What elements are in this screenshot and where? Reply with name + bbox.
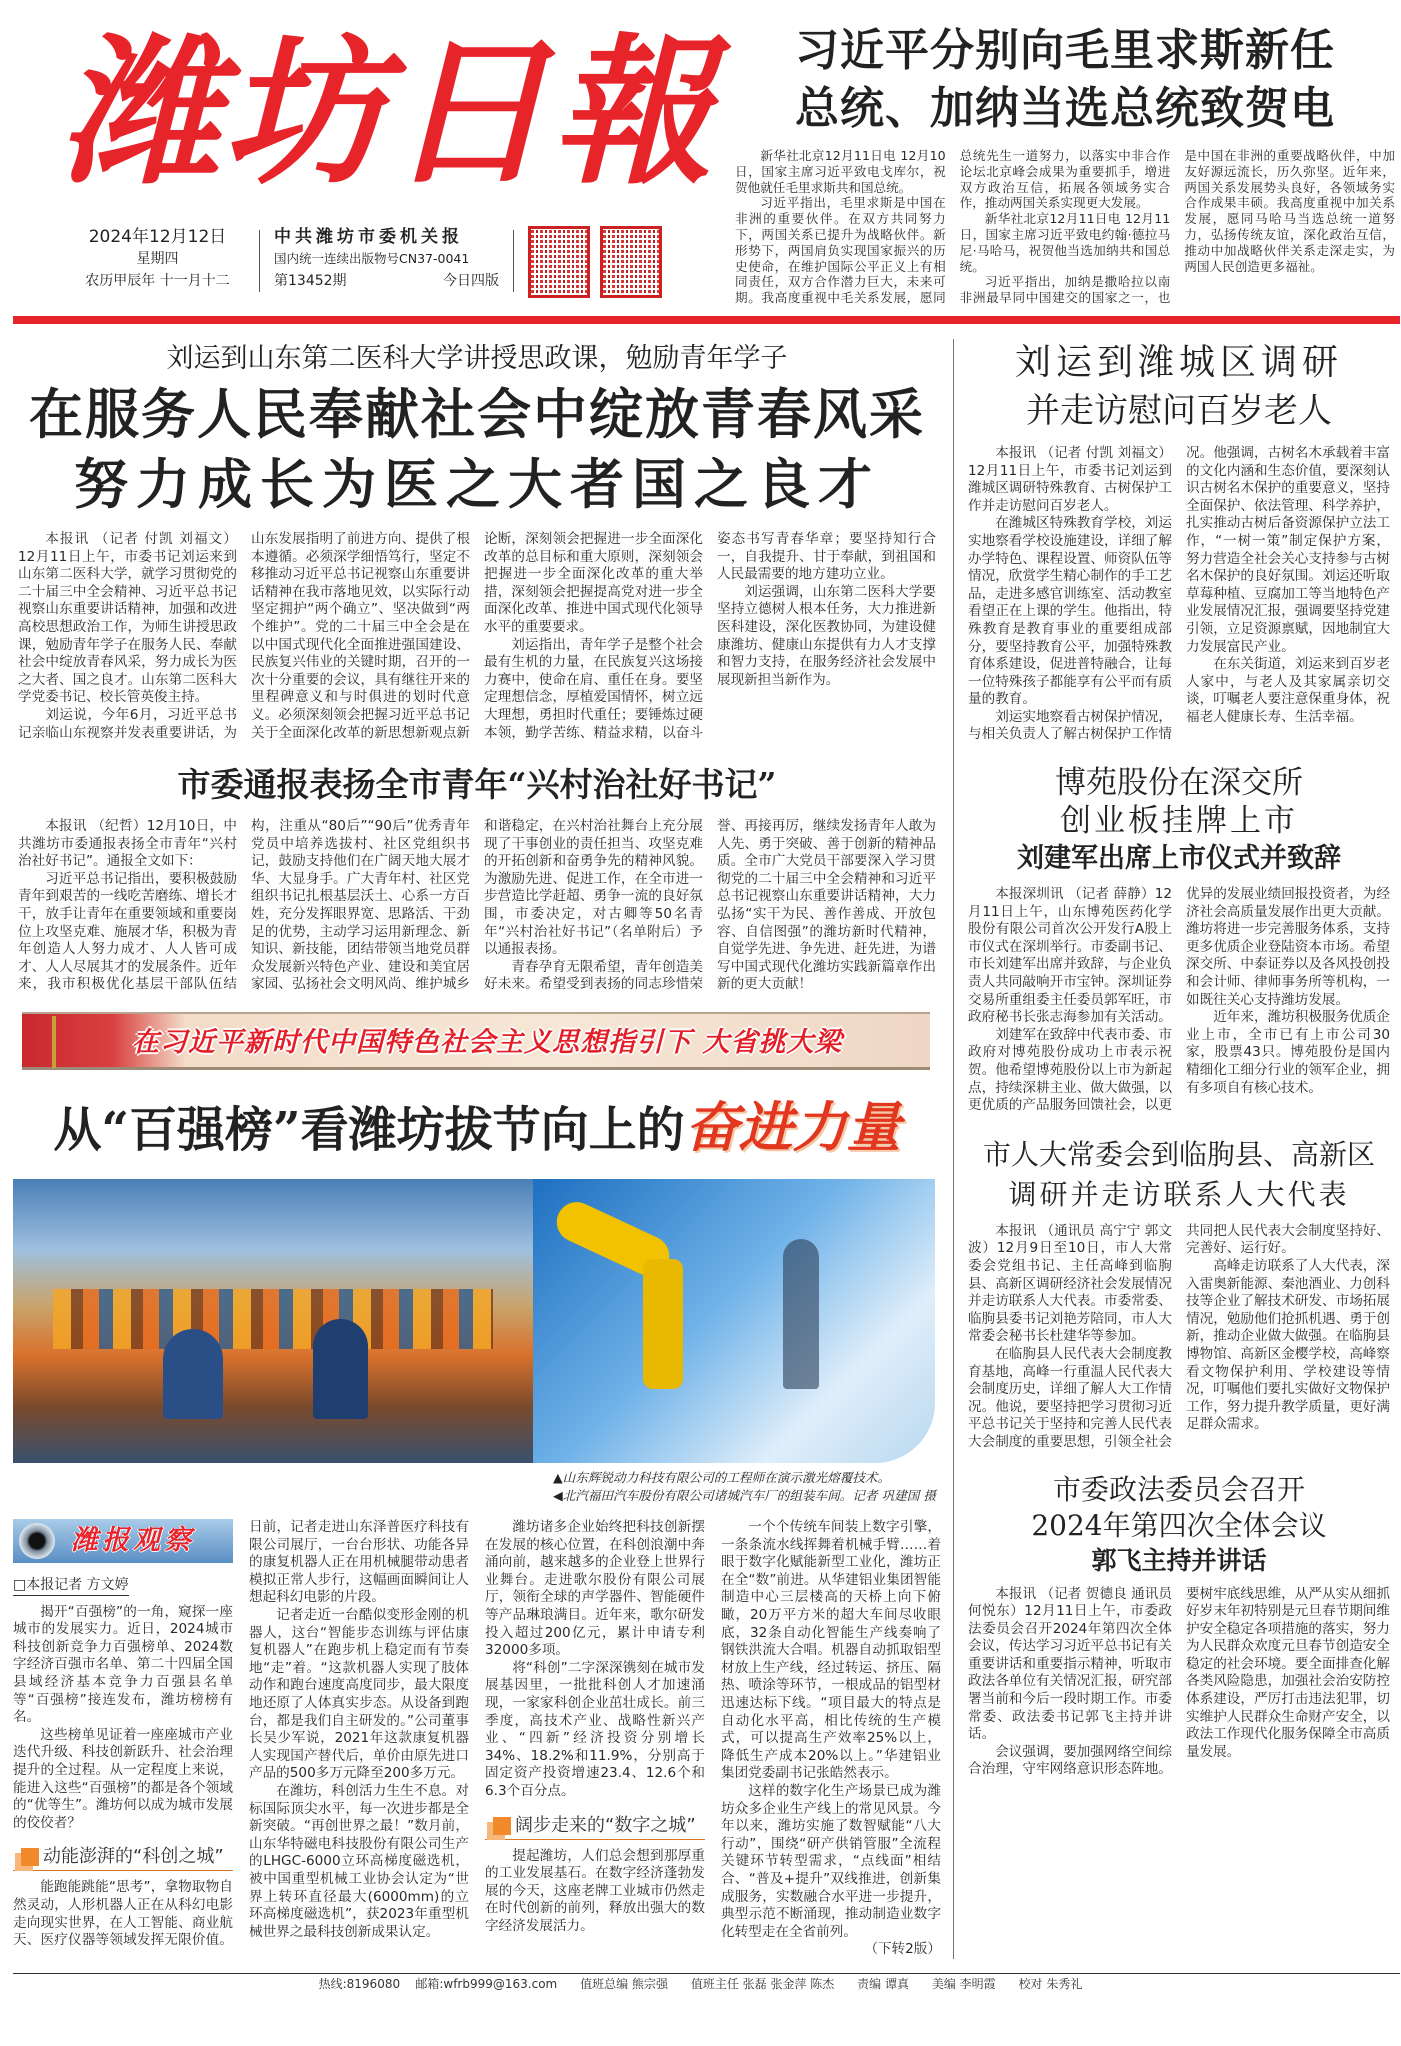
feature-photo xyxy=(13,1179,935,1463)
masthead-right xyxy=(735,22,1395,306)
qr-code-icon xyxy=(600,226,662,298)
paragraph: 刘运说，今年6月，习近平总书记亲临山东视察并发表重要讲话，为山东发展指明了前进方向、提供了根本遵循。必须深学细悟笃行，坚定不移推动习近平总书记视察山东重要讲话精神在我市落地见效，以实际行动坚定拥护“两个确立”、坚决做到“两个维护”。党的二十届三中全会是在以中国式现代化全面推进强国建设、民族复兴伟业的关键时期，召开的一次十分重要的会议，具有继往开来的里程碑意义和与时俱进的划时代意义。必须深刻领会把握习近平总书记关于全面深化改革的新思想新观点新论断，深刻领会把握进一步全面深化改革的总目标和重大原则，深刻领会把握进一步全面深化改革的重大举措，深刻领会把握提高党对进一步全面深化改革、推进中国式现代化领导水平的重要要求。 xyxy=(18,530,703,741)
paragraph: 提起潍坊，人们总会想到那厚重的工业发展基石。在数字经济蓬勃发展的今天，这座老牌工业城市仍然走在时代创新的前列，释放出强大的数字经济发展活力。 xyxy=(485,1847,705,1934)
paragraph: 刘运实地察看古树保护情况，与相关负责人了解古树保护工作情况。他强调，古树名木承载着丰富的文化内涵和生态价值，要深刻认识古树名木保护的重要意义，坚持全面保护、依法管理、科学养护，扎实推动古树后备资源保护立法工作，“一树一策”制定保护方案，努力营造全社会关心支持参与古树名木保护的良好氛围。刘运还听取草莓种植、豆腐加工等当地特色产业发展情况汇报，强调要坚持党建引领，立足资源禀赋，因地制宜大力发展富民产业。 xyxy=(968,444,1390,743)
xi-headline-line1: 习近平分别向毛里求斯新任 xyxy=(795,25,1335,76)
paragraph: 在临朐县人民代表大会制度教育基地，高峰一行重温人民代表大会制度历史，详细了解人大工作情况。他说，要坚持把学习贯彻习近平总书记关于坚持和完善人民代表大会制度的重要思想，引领全社会共同把人民代表大会制度坚持好、完善好、运行好。 xyxy=(968,1222,1390,1450)
paragraph: 在潍坊，科创活力生生不息。对标国际顶尖水平，每一次进步都是全新突破。“再创世界之最！”数月前，山东华特磁电科技股份有限公司生产的LHGC-6000立环高梯度磁选机，被中国重型机械工业协会认定为“世界上转环直径最大(6000mm)的立环高梯度磁选机”，获2023年重型机械世界之最科技创新成果认定。 xyxy=(249,1782,469,1940)
paragraph: 这样的数字化生产场景已成为潍坊众多企业生产线上的常见风景。今年以来，潍坊实施了数智赋能“八大行动”，围绕“研产供销管服”全流程关键环节转型需求，“点线面”相结合、“普及+提升”双线推进，创新集成服务，实数融合水平进一步提升，典型示范不断涌现，推动制造业数字化转型走在全省前列。 xyxy=(721,1782,941,1940)
lead-article-body xyxy=(18,531,936,742)
photo-caption-1: ▲山东辉锐动力科技有限公司的工程师在演示激光熔覆技术。 xyxy=(553,1470,891,1486)
weekday: 星期四 xyxy=(136,251,179,267)
assembly-workshop-photo xyxy=(13,1179,533,1463)
paragraph: 在东关街道，刘运来到百岁老人家中，与老人及其家属亲切交谈，叮嘱老人要注意保重身体，祝福老人健康长寿、生活幸福。 xyxy=(1186,656,1390,725)
paragraph: 新华社北京12月11日电 12月11日，国家主席习近平致电约翰·德拉马尼·马哈马，祝贺他当选加纳共和国总统。 xyxy=(959,211,1171,274)
paragraph: 会议强调，要加强网络空间综合治理，守牢网络意识形态阵地。要树牢底线思维，从严从实从细抓好岁末年初特别是元旦春节期间维护安全稳定各项措施的落实，努力为人民群众欢度元旦春节创造安全稳定的社会环境。要全面排查化解各类风险隐患，加强社会治安防控体系建设，严厉打击违法犯罪，切实维护人民群众生命财产安全，以政法工作现代化服务保障全市高质量发展。 xyxy=(968,1585,1390,1778)
org-name: 中共潍坊市委机关报 xyxy=(274,227,463,247)
column-divider xyxy=(953,339,954,1959)
publication-info xyxy=(274,226,499,292)
column-name: 潍报观察 xyxy=(71,1525,195,1557)
paragraph: 新华社北京12月11日电 12月10日，国家主席习近平致电戈库尔，祝贺他就任毛里求斯共和国总统。 xyxy=(735,148,946,195)
lunar-date: 农历甲辰年 十一月十二 xyxy=(85,273,230,289)
paragraph: 青春孕育无限希望，青年创造美好未来。希望受到表扬的同志珍惜荣誉、再接再厉，继续发扬青年人敢为人先、勇于突破、善于创新的精神品质。全市广大党员干部要深入学习贯彻党的二十届三中全会精神和习近平总书记视察山东重要讲话精神，大力弘扬“实干为民、善作善成、开放包容、自信图强”的潍坊新时代精神，自觉学先进、争先进、赶先进，为谱写中国式现代化潍坊实践新篇章作出新的更大贡献！ xyxy=(484,818,936,993)
masthead-left xyxy=(0,18,735,306)
subheading-innovation: 动能澎湃的“科创之城” xyxy=(13,1844,233,1871)
boyuan-headline-3: 刘建军出席上市仪式并致辞 xyxy=(1017,843,1341,875)
boyuan-headline-2: 创业板挂牌上市 xyxy=(1060,803,1298,840)
xi-headline-line2: 总统、加纳当选总统致贺电 xyxy=(795,83,1335,134)
main-content xyxy=(0,324,1401,1959)
npc-headline-1: 市人大常委会到临朐县、高新区 xyxy=(982,1137,1375,1171)
law-article-body xyxy=(968,1586,1390,1780)
law-headline-1: 市委政法委员会召开 xyxy=(1052,1472,1305,1506)
paragraph: 本报讯 （通讯员 高宁宁 郭文波）12月9日至10日，市人大常委会党组书记、主任高峰到临朐县、高新区调研经济社会发展情况并走访联系人大代表。市委常委、临朐县委书记刘艳芳陪同，市人大常委会秘书长杜建华等参加。 xyxy=(968,1222,1172,1345)
cn-number: 国内统一连续出版物号CN37-0041 xyxy=(274,251,470,266)
notice-article-body xyxy=(18,818,936,994)
footer-credits: 热线:8196080 邮箱:wfrb999@163.com 值班总编 熊宗强 值班主任 张磊 张金萍 陈杰 责编 谭真 美编 李明霞 校对 朱秀礼 xyxy=(318,1976,1083,1991)
laser-cladding-photo xyxy=(533,1179,935,1463)
byline: □本报记者 方文婷 xyxy=(13,1577,129,1596)
boyuan-headline-1: 博苑股份在深交所 xyxy=(1055,765,1303,802)
npc-article-body xyxy=(968,1223,1390,1452)
masthead-info-row xyxy=(70,226,735,298)
continued-note: （下转2版） xyxy=(864,1941,941,1958)
lead-headline-2: 努力成长为医之大者国之良才 xyxy=(74,451,880,516)
date-block xyxy=(70,226,245,292)
paragraph: 本报讯 （纪哲）12月10日，中共潍坊市委通报表扬全市青年“兴村治社好书记”。通报全文如下： xyxy=(18,818,237,870)
paragraph: 在潍城区特殊教育学校，刘运实地察看学校设施建设，详细了解办学特色、课程设置、师资队伍等情况，欣赏学生精心制作的手工艺品，走进多感官训练室、活动教室看望正在上课的学生。他指出，特殊教育是教育事业的重要组成部分，要坚持教育公平，加强特殊教育体系建设，促进普特融合，让每一位特殊孩子都能享有公平而有质量的教育。 xyxy=(968,515,1172,708)
npc-headline-2: 调研并走访联系人大代表 xyxy=(1008,1177,1350,1211)
flagpole-icon xyxy=(52,1016,56,1068)
boyuan-article-body xyxy=(968,886,1390,1115)
paragraph: 一个个传统车间装上数字引擎，一条条流水线挥舞着机械手臂……着眼于数字化赋能新型工业化，潍坊正在全“数”前进。从华建铝业集团智能制造中心三层楼高的天桥上向下俯瞰，20万平方米的超大车间尽收眼底，32条自动化智能生产线奏响了钢铁洪流大合唱。机器自动抓取铝型材放上生产线，经过转运、挤压、隔热、喷涂等环节，一根成品的铝型材迅速达标下线。“项目最大的特点是自动化水平高，相比传统的生产模式，可以提高生产效率25%以上，降低生产成本20%以上。”华建铝业集团党委副书记张皓然表示。 xyxy=(721,1519,941,1782)
engineer-figure xyxy=(783,1239,819,1389)
weicheng-headline-1: 刘运到潍城区调研 xyxy=(1014,341,1343,383)
paragraph: 这些榜单见证着一座座城市产业迭代升级、科技创新跃升、社会治理提升的全过程。从一定程度上来说，能进入这些“百强榜”的都是各个领域的“优等生”。潍坊何以成为城市发展的佼佼者？ xyxy=(13,1726,233,1831)
page-count: 今日四版 xyxy=(443,273,499,289)
masthead-rule xyxy=(13,316,1400,324)
production-line xyxy=(53,1289,493,1349)
paragraph: 习近平指出，毛里求斯是中国在非洲的重要伙伴。在双方共同努力下，两国关系已提升为战略伙伴。新形势下，两国肩负实现国家振兴的历史使命，在维护国际公平正义上有相同责任，双方合作潜力巨大，未来可期。我高度重视中毛关系发展，愿同总统先生一道努力，以落实中非合作论坛北京峰会成果为重要抓手，增进双方政治互信，拓展各领域务实合作，推动两国关系实现更大发展。 xyxy=(735,148,1171,306)
divider xyxy=(259,230,260,292)
paragraph: 高峰走访联系了人大代表，深入雷奥新能源、秦池酒业、力创科技等企业了解技术研发、市场拓展情况，勉励他们抢抓机遇、勇于创新，推动企业做大做强。在临朐县博物馆、高新区金樱学校，高峰察看文物保护利用、学校建设等情况，叮嘱他们要扎实做好文物保护工作，努力提升教学质量，更好满足群众需求。 xyxy=(1186,1257,1390,1433)
paragraph: 能跑能跳能“思考”，拿物取物自然灵动，人形机器人正在从科幻电影走向现实世界，在人工智能、商业航天、医疗仪器等领域发挥无限价值。日前，记者走进山东泽普医疗科技有限公司展厅，一台台形状、功能各异的康复机器人正在用机械腿带动患者模拟正常人步行，这幅画面瞬间让人想起科幻电影的片段。 xyxy=(13,1519,469,1949)
lead-headline-1: 在服务人民奉献社会中绽放青春风采 xyxy=(29,381,925,446)
law-headline-3: 郭飞主持并讲话 xyxy=(1091,1545,1267,1575)
theme-banner-text: 在习近平新时代中国特色社会主义思想指引下 大省挑大梁 xyxy=(132,1027,843,1059)
lead-kicker: 刘运到山东第二医科大学讲授思政课，勉励青年学子 xyxy=(166,342,788,374)
notice-headline: 市委通报表扬全市青年“兴村治社好书记” xyxy=(177,765,777,805)
paragraph: 刘建军在致辞中代表市委、市政府对博苑股份成功上市表示祝贺。他希望博苑股份以上市为新起点，持续深耕主业、做大做强，以更优质的产品服务回馈社会，以更优异的发展业绩回报投资者，为经济社会高质量发展作出更大贡献。潍坊将进一步完善服务体系，支持更多优质企业登陆资本市场。希望深交所、中泰证券以及各风投创投和会计师、律师事务所等机构，一如既往关心支持潍坊发展。 xyxy=(968,886,1390,1114)
paragraph: 将“科创”二字深深镌刻在城市发展基因里，一批批科创人才加速涌现，一家家科创企业茁壮成长。前三季度，高技术产业、战略性新兴产业、“四新”经济投资分别增长34%、18.2%和11.9%，分别高于固定资产投资增速23.4、12.6个和6.3个百分点。 xyxy=(485,1659,705,1799)
paragraph: 刘运强调，山东第二医科大学要坚持立德树人根本任务，大力推进新医科建设，深化医教协同，为建设健康潍坊、健康山东提供有力人才支撑和智力支持，在服务经济社会发展中展现新担当新作为。 xyxy=(717,583,936,688)
paragraph: 记者走近一台酷似变形金刚的机器人，这台“智能步态训练与评估康复机器人”在跑步机上稳定而有节奏地“走”着。“这款机器人实现了肢体动作和跑台速度高度同步，最大限度地还原了人体真实步态。从设备到跑台，都是我们自主研发的。”公司董事长吴少军说，2021年这款康复机器人实现国产替代后，单价由原先进口产品的500多万元降至200多万元。 xyxy=(249,1607,469,1782)
divider xyxy=(513,230,514,292)
paragraph: 揭开“百强榜”的一角，窥探一座城市的发展实力。近日，2024城市科技创新竞争力百强榜单、2024数字经济百强市名单、第二十四届全国县域经济基本竞争力百强县名单等“百强榜”接连发布，潍坊榜榜有名。 xyxy=(13,1603,233,1726)
photo-caption xyxy=(553,1469,941,1505)
masthead xyxy=(0,0,1401,306)
paragraph: 本报讯 （记者 付凯 刘福文）12月11日上午，市委书记刘运到潍城区调研特殊教育、古树保护工作并走访慰问百岁老人。 xyxy=(968,444,1172,514)
paragraph: 本报讯 （记者 付凯 刘福文）12月11日上午，市委书记刘运来到山东第二医科大学，就学习贯彻党的二十届三中全会精神、习近平总书记视察山东重要讲话精神，加强和改进高校思想政治工作，为师生讲授思政课，勉励青年学子在服务人民、奉献社会中绽放青春风采，努力成长为医之大者、国之良才。山东第二医科大学党委书记、校长管英俊主持。 xyxy=(18,530,237,706)
left-section xyxy=(13,339,941,1959)
issue-number: 第13452期 xyxy=(274,273,347,289)
qr-code-icon xyxy=(528,226,590,298)
column-banner xyxy=(13,1519,233,1563)
photo-caption-2: ◀北汽福田汽车股份有限公司诸城汽车厂的组装车间。记者 巩建国 摄 xyxy=(553,1488,936,1504)
paragraph: 潍坊诸多企业始终把科技创新摆在发展的核心位置，在科创浪潮中奔涌向前，越来越多的企业登上世界行业舞台。走进歌尔股份有限公司展厅，领衔全球的声学器件、智能硬件等产品琳琅满目。近年来，歌尔研发投入超过200亿元，累计申请专利32000多项。 xyxy=(485,1519,705,1659)
worker-figure xyxy=(163,1329,223,1419)
xi-article-body xyxy=(735,148,1395,306)
xi-headline xyxy=(735,22,1395,138)
issue-date: 2024年12月12日 xyxy=(88,227,227,247)
camera-lens-icon xyxy=(19,1523,55,1559)
paragraph: 习近平总书记指出，要积极鼓励青年到艰苦的一线吃苦磨练、增长才干，放手让青年在重要领域和重要岗位上攻坚克难、施展才华，积极为青年创造人人努力成才、人人皆可成才、人人尽展其才的发展条件。近年来，我市积极优化基层干部队伍结构，注重从“80后”“90后”优秀青年党员中培养选拔村、社区党组织书记，鼓励支持他们在广阔天地大展才华、大显身手。广大青年村、社区党组织书记扎根基层沃土、心系一方百姓，充分发挥眼界宽、思路活、干劲足的优势，主动学习运用新理念、新知识、新技能，团结带领当地党员群众发展新兴特色产业、建设和美宜居家园、弘扬社会文明风尚、维护城乡和谐稳定，在兴村治社舞台上充分展现了干事创业的责任担当、攻坚克难的开拓创新和奋勇争先的精神风貌。为激励先进、促进工作，在全市进一步营造比学赶超、勇争一流的良好氛围，市委决定，对古卿等50名青年“兴村治社好书记”（名单附后）予以通报表扬。 xyxy=(18,818,703,993)
paragraph: 近年来，潍坊积极服务优质企业上市，全市已有上市公司30家，股票43只。博苑股份是国内精细化工细分行业的领军企业，拥有多项自有核心技术。 xyxy=(1186,1009,1390,1096)
right-section xyxy=(960,339,1390,1959)
robot-arm-icon xyxy=(643,1259,683,1389)
paragraph: 习近平指出，加纳是撒哈拉以南非洲最早同中国建交的国家之一，也是中国在非洲的重要战略伙伴，中加友好源远流长，历久弥坚。近年来，两国关系发展势头良好，各领域务实合作成果丰硕。我高度重视中加关系发展，愿同马哈马当选总统一道努力，弘扬传统友谊，深化政治互信，推动中加战略伙伴关系走深走实，为两国人民创造更多福祉。 xyxy=(959,148,1395,306)
feature-headline-accent: 奋进力量 xyxy=(684,1095,901,1160)
law-headline-2: 2024年第四次全体会议 xyxy=(1031,1508,1327,1542)
weicheng-headline-2: 并走访慰问百岁老人 xyxy=(1026,390,1332,431)
paragraph: 本报讯 （记者 贺德良 通讯员 何悦东）12月11日上午，市委政法委员会召开2024年第四次全体会议，传达学习习近平总书记有关重要讲话和重要指示精神，听取市政法各单位有关情况汇报，研究部署当前和今后一段时期工作。市委常委、政法委书记郭飞主持并讲话。 xyxy=(968,1585,1172,1743)
weicheng-article-body xyxy=(968,445,1390,744)
subheading-digital: 阔步走来的“数字之城” xyxy=(485,1813,705,1840)
newspaper-logo: 潍坊日報 xyxy=(60,18,717,206)
theme-banner xyxy=(22,1012,930,1070)
paragraph: 刘运指出，青年学子是整个社会最有生机的力量，在民族复兴这场接力赛中，使命在肩、重任在身。要坚定理想信念，厚植爱国情怀，树立远大理想，勇担时代重任；要锤炼过硬本领，勤学苦练、精益求精，以奋斗姿态书写青春华章；要坚持知行合一，自我提升、甘于奉献，到祖国和人民最需要的地方建功立业。 xyxy=(484,530,936,741)
paragraph: 本报深圳讯 （记者 薛静）12月11日上午，山东博苑医药化学股份有限公司首次公开发行A股上市仪式在深圳举行。市委副书记、市长刘建军出席并致辞，与企业负责人共同敲响开市宝钟。深圳证券交易所重组委主任委员郭军旺，市政府秘书长张志海参加有关活动。 xyxy=(968,886,1172,1026)
worker-figure xyxy=(313,1319,368,1419)
feature-article-body xyxy=(13,1519,941,1959)
feature-headline-main: 从“百强榜”看潍坊拔节向上的 xyxy=(53,1102,685,1159)
feature-headline xyxy=(13,1092,941,1165)
